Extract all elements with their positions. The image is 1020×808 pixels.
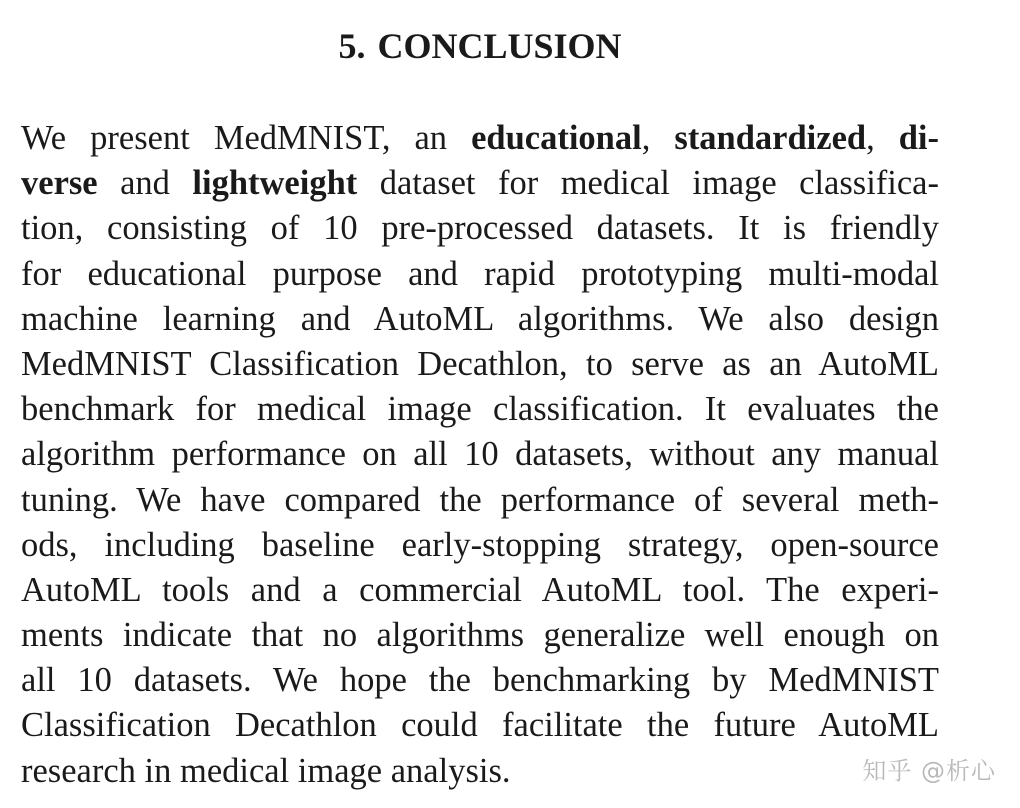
paragraph-line-15: research in medical image analysis. (21, 751, 511, 790)
keyword-educational: educational (471, 119, 642, 157)
paragraph-line-8: algorithm performance on all 10 datasets, without any manual (21, 435, 939, 474)
conclusion-paragraph (21, 116, 939, 794)
line-2-text-c: dataset for medical image classifica- (357, 164, 939, 203)
section-title: CONCLUSION (377, 26, 622, 66)
paragraph-line-7: benchmark for medical image classification. It evaluates the (21, 390, 939, 429)
zhihu-watermark: 知乎 @析心 (862, 757, 996, 785)
line-1-text-d: , (866, 119, 899, 157)
paragraph-line-14: Classification Decathlon could facilitate the future AutoML (21, 706, 939, 745)
section-number: 5. (338, 26, 366, 66)
paragraph-line-2 (21, 161, 939, 206)
line-2-text-a: and (97, 164, 193, 203)
paragraph-line-5: machine learning and AutoML algorithms. We also design (21, 299, 939, 338)
paragraph-line-10: ods, including baseline early-stopping strategy, open-source (21, 525, 939, 564)
section-heading (0, 22, 960, 70)
paragraph-line-11: AutoML tools and a commercial AutoML tool. The experi- (21, 570, 939, 609)
paragraph-line-9: tuning. We have compared the performance of several meth- (21, 480, 939, 519)
paragraph-line-1 (21, 116, 939, 161)
paragraph-line-6: MedMNIST Classification Decathlon, to serve as an AutoML (21, 344, 939, 383)
line-1-text-a: We present MedMNIST, an (21, 119, 472, 157)
paragraph-line-13: all 10 datasets. We hope the benchmarking by MedMNIST (21, 661, 939, 700)
paragraph-line-3: tion, consisting of 10 pre-processed datasets. It is friendly (21, 209, 939, 248)
paragraph-line-4: for educational purpose and rapid prototyping multi-modal (21, 254, 939, 293)
keyword-lightweight: lightweight (192, 164, 358, 203)
paragraph-line-12: ments indicate that no algorithms generalize well enough on (21, 616, 939, 655)
line-1-text-c: , (641, 119, 675, 157)
keyword-diverse-part-2: verse (21, 164, 98, 203)
keyword-standardized: standardized (674, 119, 867, 157)
keyword-diverse-part-1: di- (898, 119, 940, 157)
